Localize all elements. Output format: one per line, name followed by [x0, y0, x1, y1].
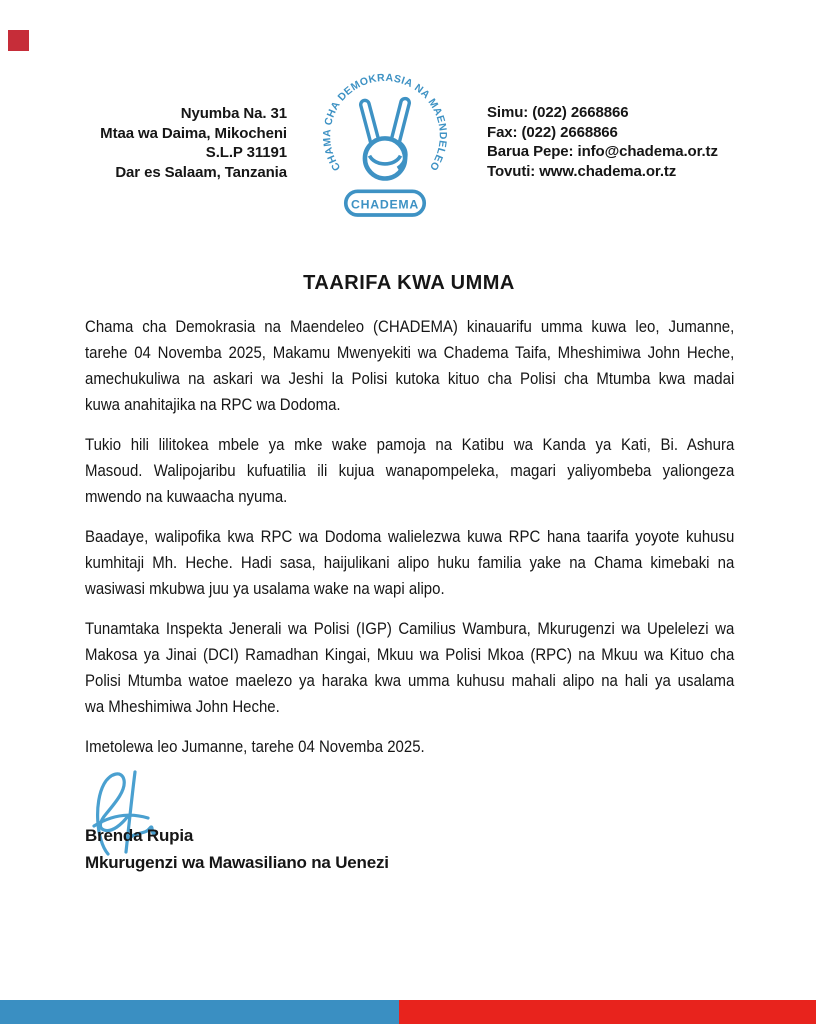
contact-line: Fax: (022) 2668866 — [487, 123, 618, 141]
document-title: TAARIFA KWA UMMA — [303, 272, 515, 294]
paragraph-line: Tunamtaka Inspekta Jenerali wa Polisi (IGP) Camilius Wambura, Mkurugenzi wa Upelelezi wa — [85, 619, 735, 638]
paragraph-line: wasiwasi mkubwa juu ya usalama wake na wapi alipo. — [85, 579, 445, 598]
contact-line: Simu: (022) 2668866 — [487, 104, 629, 121]
body-paragraphs — [85, 314, 734, 720]
paragraph-line: wa Mheshimiwa John Heche. — [85, 697, 280, 716]
paragraph-line: tarehe 04 Novemba 2025, Makamu Mwenyekiti wa Chadema Taifa, Mheshimiwa John Heche, — [85, 343, 735, 362]
paragraph-line: Masoud. Walipojaribu kufuatilia ili kujua wanapompeleka, magari yaliyombeba yaliongeza — [85, 461, 735, 480]
paragraph-line: Tukio hili lilitokea mbele ya mke wake pamoja na Katibu wa Kanda ya Kati, Bi. Ashura — [85, 435, 735, 454]
signatory-block — [85, 822, 585, 876]
body-paragraph — [85, 616, 734, 720]
document-body — [85, 314, 734, 760]
signatory-role: Mkurugenzi wa Mawasiliano na Uenezi — [85, 853, 389, 872]
contact-line: Barua Pepe: info@chadema.or.tz — [487, 143, 718, 160]
paragraph-line: Polisi Mtumba watoe maelezo ya haraka kwa umma kuhusu mahali alipo na hali ya usalama — [85, 671, 735, 690]
victory-hand-icon — [365, 103, 406, 179]
paragraph-line: kumhitaji Mh. Heche. Hadi sasa, haijulikani alipo huku familia yake na Chama kimebaki na — [85, 553, 735, 572]
paragraph-line: kuwa anahitajika na RPC wa Dodoma. — [85, 395, 341, 414]
signatory-name: Brenda Rupia — [85, 826, 194, 845]
paragraph-line: Chama cha Demokrasia na Maendeleo (CHADEMA) kinauarifu umma kuwa leo, Jumanne, — [85, 317, 735, 336]
address-line: Mtaa wa Daima, Mikocheni — [100, 124, 287, 142]
chadema-badge — [346, 191, 424, 215]
closing-line: Imetolewa leo Jumanne, tarehe 04 Novemba 2025. — [85, 737, 425, 756]
header-contact-block — [487, 103, 787, 181]
logo-ring-text: CHAMA CHA DEMOKRASIA NA MAENDELEO — [322, 72, 448, 173]
body-paragraph — [85, 524, 734, 602]
body-paragraph — [85, 314, 734, 418]
footer-bar-red — [399, 1000, 816, 1024]
header-address-block — [20, 104, 287, 182]
paragraph-line: amechukuliwa na askari wa Jeshi la Polisi kutoka kituo cha Polisi cha Mtumba kwa madai — [85, 369, 735, 388]
corner-accent-square — [8, 30, 29, 51]
footer-bar-blue — [0, 1000, 399, 1024]
chadema-logo — [312, 64, 458, 220]
paragraph-line: Makosa ya Jinai (DCI) Ramadhan Kingai, Mkuu wa Polisi Mkoa (RPC) na Mkuu wa Kituo cha — [85, 645, 735, 664]
logo-badge-text: CHADEMA — [351, 197, 419, 212]
address-line: S.L.P 31191 — [205, 144, 287, 161]
body-paragraph — [85, 432, 734, 510]
paragraph-line: Baadaye, walipofika kwa RPC wa Dodoma walielezwa kuwa RPC hana taarifa yoyote kuhusu — [85, 527, 735, 546]
contact-line: Tovuti: www.chadema.or.tz — [487, 162, 677, 180]
address-line: Nyumba Na. 31 — [180, 105, 287, 122]
address-line: Dar es Salaam, Tanzania — [115, 163, 287, 181]
paragraph-line: mwendo na kuwaacha nyuma. — [85, 487, 288, 506]
